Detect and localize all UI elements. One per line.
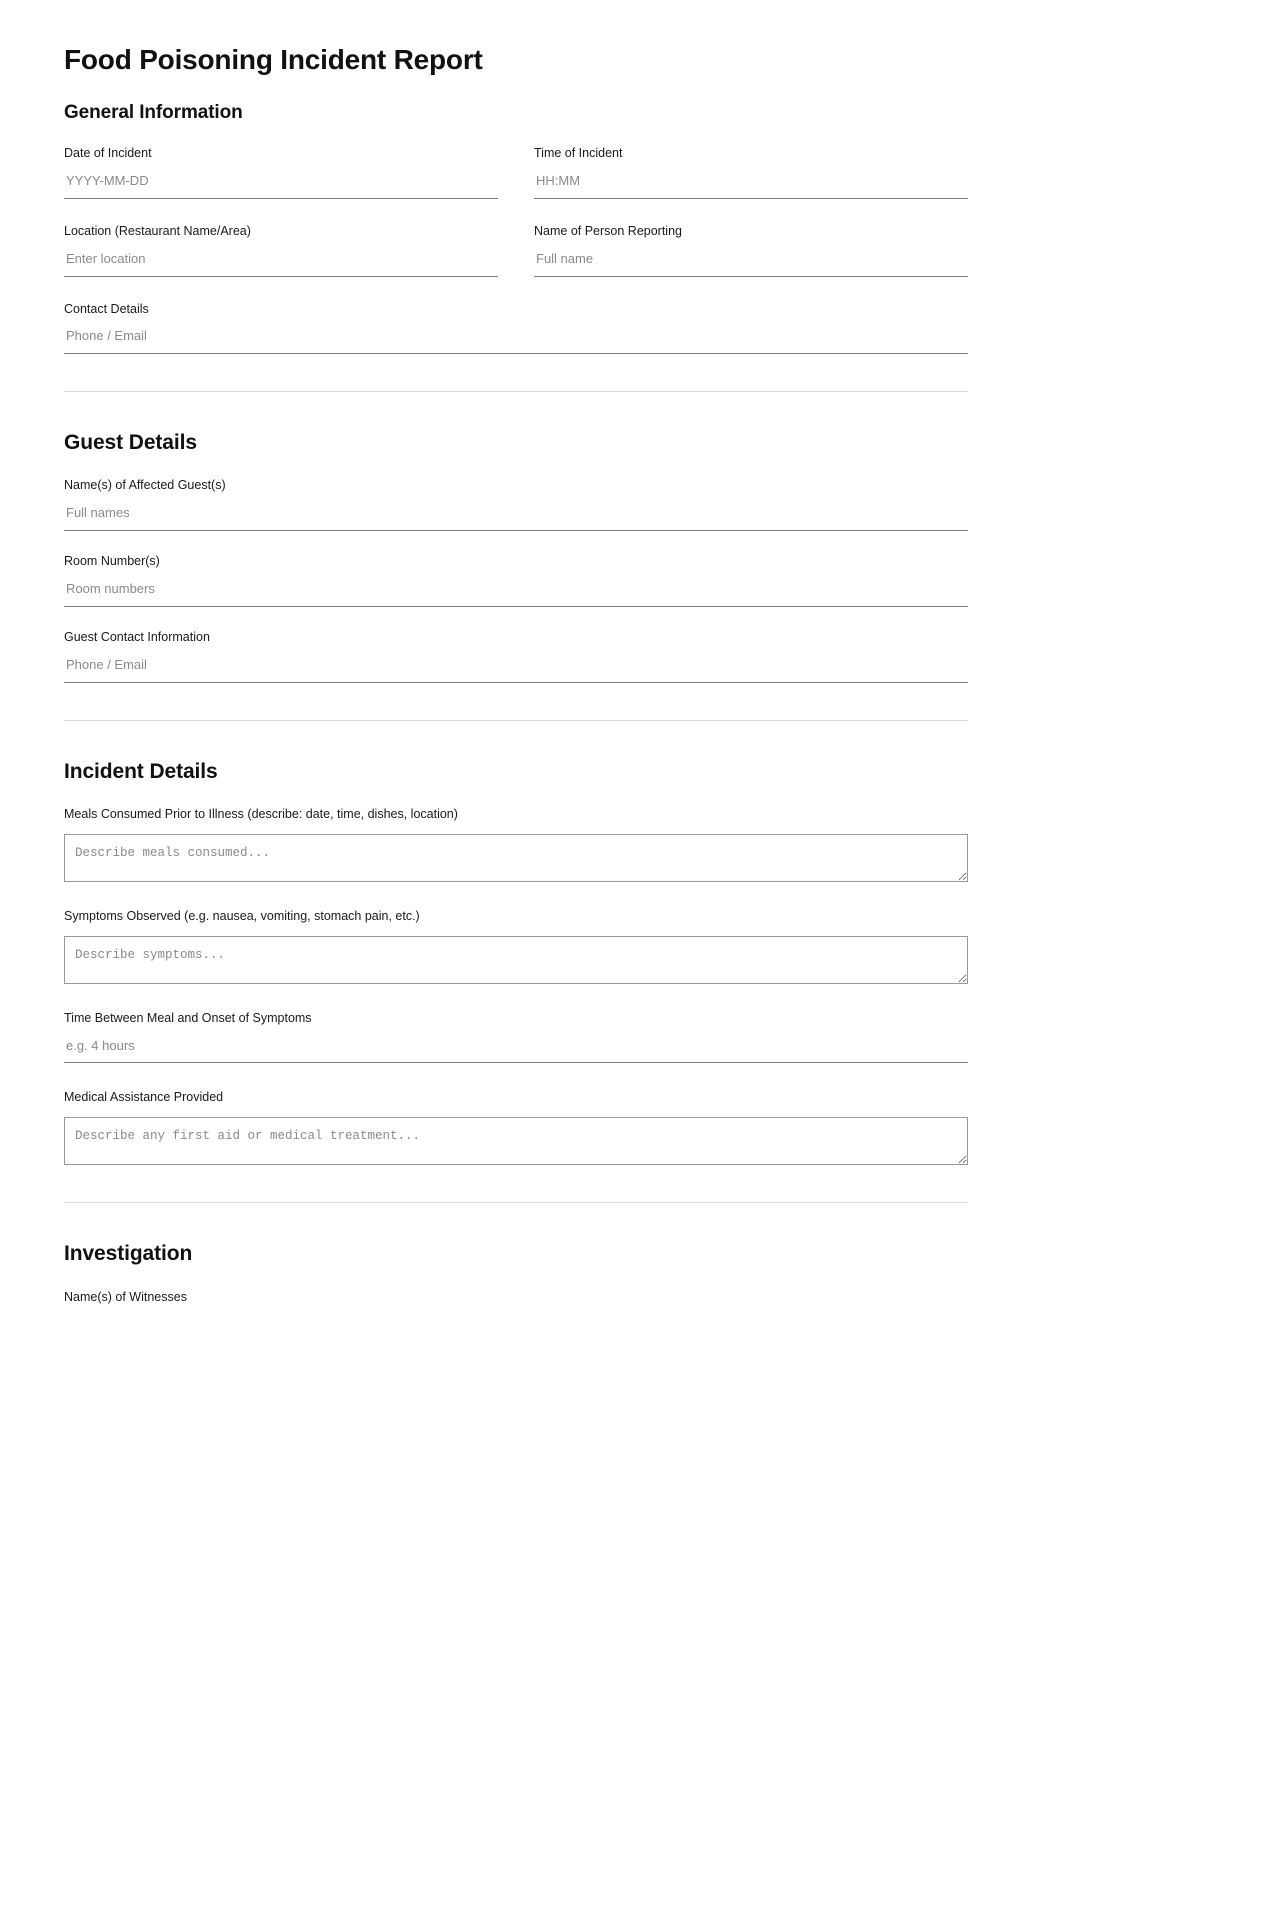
section-divider-1 <box>64 391 968 392</box>
page-title: Food Poisoning Incident Report <box>64 44 483 75</box>
section-general-information <box>64 102 968 354</box>
label-contact-details: Contact Details <box>64 301 149 316</box>
section-heading-general-information: General Information <box>64 102 243 124</box>
section-incident-details <box>64 759 968 1166</box>
label-witnesses: Name(s) of Witnesses <box>64 1289 187 1304</box>
section-heading-investigation: Investigation <box>64 1242 193 1266</box>
label-meals-consumed: Meals Consumed Prior to Illness (describe: date, time, dishes, location) <box>64 806 458 821</box>
label-guest-contact-information: Guest Contact Information <box>64 630 210 644</box>
section-divider-2 <box>64 720 968 721</box>
label-affected-guests: Name(s) of Affected Guest(s) <box>64 478 226 493</box>
field-row-date-time <box>64 145 968 223</box>
field-time-between-onset <box>64 1010 968 1064</box>
textarea-symptoms-observed[interactable] <box>64 936 968 984</box>
field-row-location-reporter <box>64 223 968 301</box>
section-heading-incident-details: Incident Details <box>64 759 218 783</box>
input-date-of-incident[interactable] <box>64 173 498 199</box>
field-affected-guests <box>64 477 968 531</box>
field-time-of-incident <box>534 145 968 223</box>
field-room-numbers <box>64 553 968 607</box>
field-contact-details <box>64 301 968 355</box>
textarea-meals-consumed[interactable] <box>64 834 968 882</box>
field-medical-assistance <box>64 1089 968 1165</box>
section-divider-3 <box>64 1202 968 1203</box>
field-guest-contact-information <box>64 629 968 683</box>
field-symptoms-observed <box>64 908 968 984</box>
label-date-of-incident: Date of Incident <box>64 145 152 160</box>
label-location: Location (Restaurant Name/Area) <box>64 223 251 238</box>
input-person-reporting[interactable] <box>534 251 968 277</box>
field-meals-consumed <box>64 806 968 882</box>
label-time-between-onset: Time Between Meal and Onset of Symptoms <box>64 1010 312 1025</box>
incident-report-form <box>64 44 968 1305</box>
field-location <box>64 223 498 277</box>
field-witnesses <box>64 1289 968 1306</box>
label-person-reporting: Name of Person Reporting <box>534 223 682 238</box>
input-room-numbers[interactable] <box>64 581 968 607</box>
input-guest-contact-information[interactable] <box>64 657 968 683</box>
textarea-medical-assistance[interactable] <box>64 1117 968 1165</box>
field-date-of-incident <box>64 145 498 199</box>
input-time-of-incident[interactable] <box>534 173 968 199</box>
label-symptoms-observed: Symptoms Observed (e.g. nausea, vomiting, stomach pain, etc.) <box>64 908 420 923</box>
label-time-of-incident: Time of Incident <box>534 145 623 160</box>
section-heading-guest-details: Guest Details <box>64 431 197 455</box>
input-location[interactable] <box>64 251 498 277</box>
input-contact-details[interactable] <box>64 328 968 354</box>
label-room-numbers: Room Number(s) <box>64 554 160 569</box>
label-medical-assistance: Medical Assistance Provided <box>64 1090 224 1105</box>
input-affected-guests[interactable] <box>64 505 968 531</box>
input-time-between-onset[interactable] <box>64 1038 968 1064</box>
field-person-reporting <box>534 223 968 301</box>
section-investigation <box>64 1241 968 1305</box>
section-guest-details <box>64 430 968 682</box>
